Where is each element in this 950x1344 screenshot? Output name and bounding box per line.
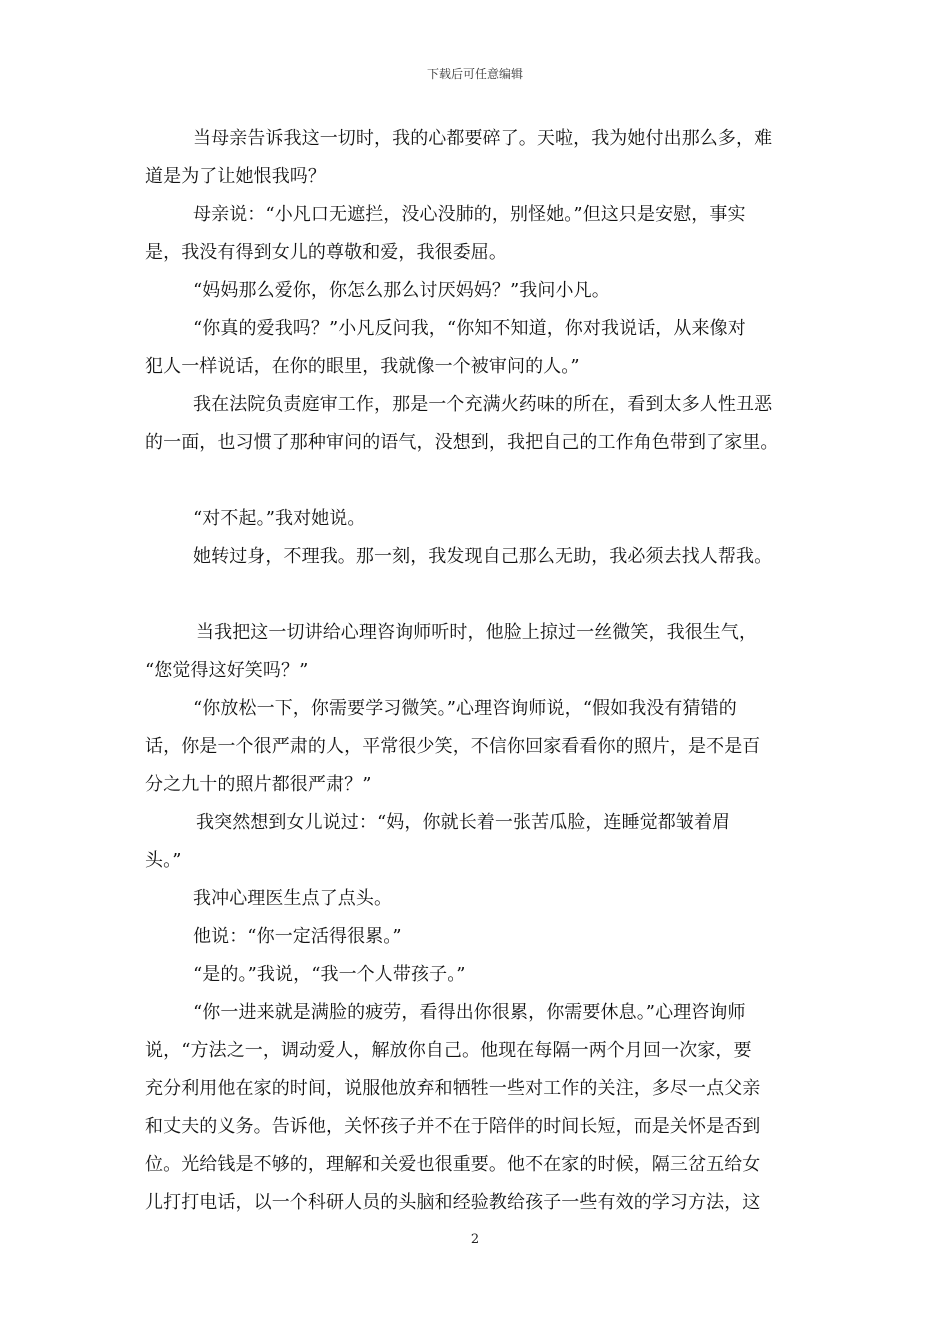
body-text — [145, 120, 825, 1222]
paragraph-gap — [145, 462, 825, 500]
text-line: “你放松一下，你需要学习微笑。”心理咨询师说，“假如我没有猜错的 — [193, 698, 737, 719]
text-line: 说，“方法之一，调动爱人，解放你自己。他现在每隔一两个月回一次家，要 — [145, 1040, 752, 1061]
text-line: “你真的爱我吗？”小凡反问我，“你知不知道，你对我说话，从来像对 — [193, 318, 746, 339]
text-line: “是的。”我说，“我一个人带孩子。” — [193, 964, 466, 985]
text-line: “你一进来就是满脸的疲劳，看得出你很累，你需要休息。”心理咨询师 — [193, 1002, 746, 1023]
text-line: “您觉得这好笑吗？” — [145, 660, 309, 681]
text-line: 位。光给钱是不够的，理解和关爱也很重要。他不在家的时候，隔三岔五给女 — [145, 1154, 761, 1175]
text-line: 道是为了让她恨我吗？ — [145, 166, 326, 187]
text-line: 头。” — [145, 850, 182, 871]
text-line: 分之九十的照片都很严肃？” — [145, 774, 372, 795]
text-line: 充分利用他在家的时间，说服他放弃和牺牲一些对工作的关注，多尽一点父亲 — [145, 1078, 761, 1099]
text-line: 和丈夫的义务。告诉他，关怀孩子并不在于陪伴的时间长短，而是关怀是否到 — [145, 1116, 761, 1137]
page-number: 2 — [470, 1232, 480, 1247]
text-line: 我突然想到女儿说过：“妈，你就长着一张苦瓜脸，连睡觉都皱着眉 — [196, 812, 731, 833]
text-line: 是，我没有得到女儿的尊敬和爱，我很委屈。 — [145, 242, 507, 263]
text-line: “妈妈那么爱你，你怎么那么讨厌妈妈？”我问小凡。 — [193, 280, 610, 301]
text-line: 当母亲告诉我这一切时，我的心都要碎了。天啦，我为她付出那么多，难 — [193, 128, 773, 149]
text-line: 我在法院负责庭审工作，那是一个充满火药味的所在，看到太多人性丑恶 — [193, 394, 773, 415]
text-line: 我冲心理医生点了点头。 — [193, 888, 393, 909]
text-line: 当我把这一切讲给心理咨询师听时，他脸上掠过一丝微笑，我很生气， — [196, 622, 758, 643]
text-line: 她转过身，不理我。那一刻，我发现自己那么无助，我必须去找人帮我。 — [193, 546, 773, 567]
text-line: 儿打打电话，以一个科研人员的头脑和经验教给孩子一些有效的学习方法，这 — [145, 1192, 761, 1213]
page-header: 下载后可任意编辑 — [426, 67, 523, 81]
paragraph-gap — [145, 576, 825, 614]
text-line: “对不起。”我对她说。 — [193, 508, 366, 529]
text-line: 话，你是一个很严肃的人，平常很少笑，不信你回家看看你的照片，是不是百 — [145, 736, 761, 757]
text-line: 母亲说：“小凡口无遮拦，没心没肺的，别怪她。”但这只是安慰，事实 — [193, 204, 746, 225]
text-line: 犯人一样说话，在你的眼里，我就像一个被审问的人。” — [145, 356, 580, 377]
text-line: 的一面，也习惯了那种审问的语气，没想到，我把自己的工作角色带到了家里。 — [145, 432, 779, 453]
text-line: 他说：“你一定活得很累。” — [193, 926, 402, 947]
